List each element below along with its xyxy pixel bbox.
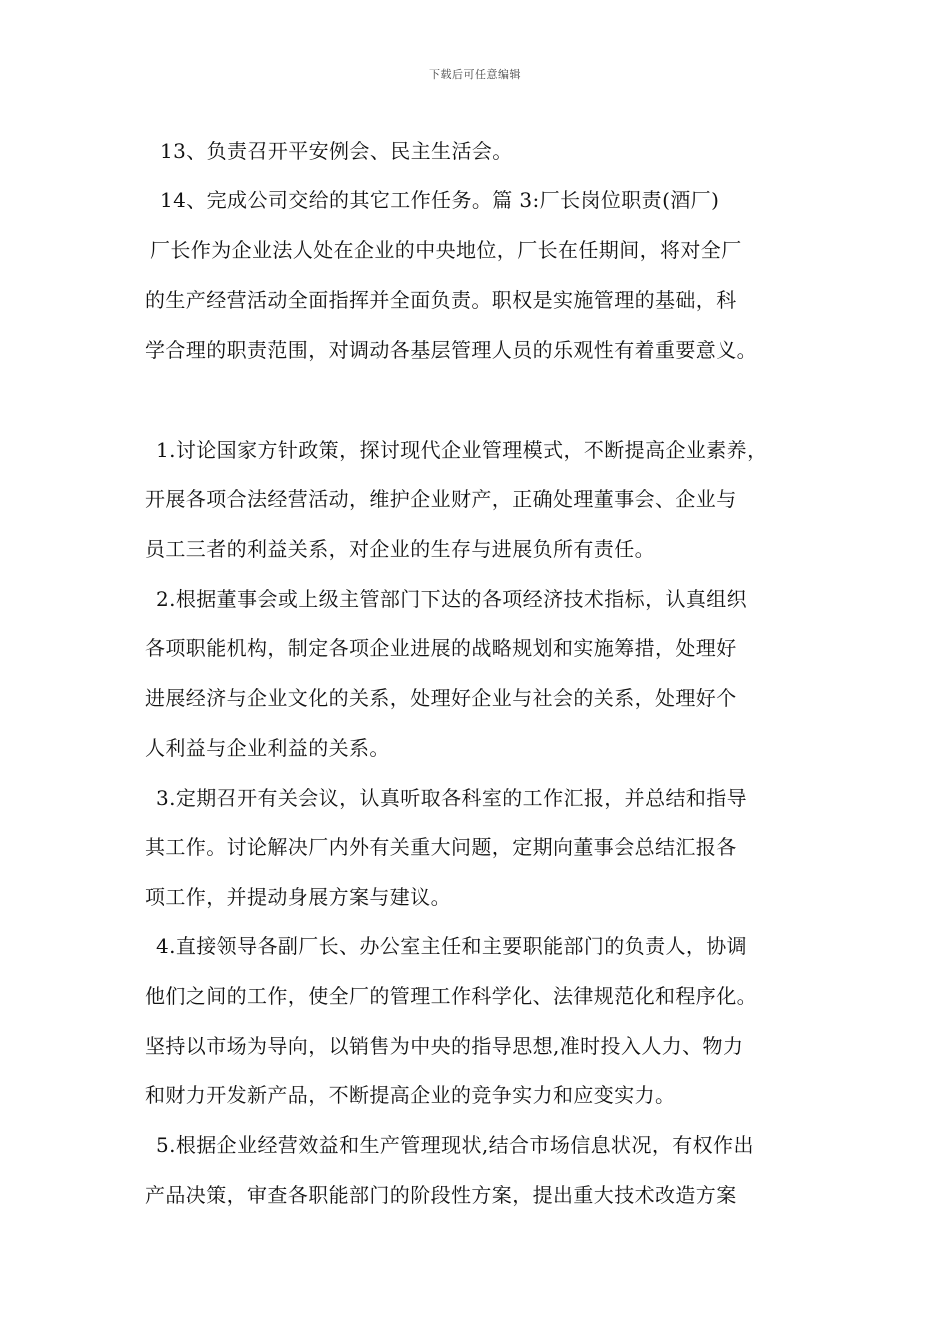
text-line: 13、负责召开平安例会、民主生活会。 <box>160 139 513 163</box>
text-line: 5.根据企业经营效益和生产管理现状,结合市场信息状况，有权作出 <box>156 1133 754 1157</box>
text-line: 和财力开发新产品，不断提高企业的竞争实力和应变实力。 <box>145 1083 676 1107</box>
text-line: 坚持以市场为导向，以销售为中央的指导思想,准时投入人力、物力 <box>145 1034 744 1058</box>
text-line: 1.讨论国家方针政策，探讨现代企业管理模式，不断提高企业素养， <box>156 438 768 462</box>
text-line: 厂长作为企业法人处在企业的中央地位，厂长在任期间，将对全厂 <box>150 238 742 262</box>
text-line: 4.直接领导各副厂长、办公室主任和主要职能部门的负责人，协调 <box>156 934 748 958</box>
text-line: 人利益与企业利益的关系。 <box>145 736 390 760</box>
header-note: 下载后可任意编辑 <box>429 68 521 81</box>
text-line: 产品决策，审查各职能部门的阶段性方案，提出重大技术改造方案 <box>145 1183 737 1207</box>
text-line: 其工作。讨论解决厂内外有关重大问题，定期向董事会总结汇报各 <box>145 835 737 859</box>
text-line: 开展各项合法经营活动，维护企业财产，正确处理董事会、企业与 <box>145 487 737 511</box>
text-line: 2.根据董事会或上级主管部门下达的各项经济技术指标，认真组织 <box>156 587 748 611</box>
text-line: 各项职能机构，制定各项企业进展的战略规划和实施筹措，处理好 <box>145 636 737 660</box>
text-line: 他们之间的工作，使全厂的管理工作科学化、法律规范化和程序化。 <box>145 984 757 1008</box>
text-line: 学合理的职责范围，对调动各基层管理人员的乐观性有着重要意义。 <box>145 338 757 362</box>
text-line: 项工作，并提动身展方案与建议。 <box>145 885 451 909</box>
text-line: 14、完成公司交给的其它工作任务。篇 3:厂长岗位职责(酒厂) <box>160 188 720 212</box>
text-line: 进展经济与企业文化的关系，处理好企业与社会的关系，处理好个 <box>145 686 737 710</box>
text-line: 3.定期召开有关会议，认真听取各科室的工作汇报，并总结和指导 <box>156 786 748 810</box>
text-line: 员工三者的利益关系，对企业的生存与进展负所有责任。 <box>145 537 655 561</box>
text-line: 的生产经营活动全面指挥并全面负责。职权是实施管理的基础，科 <box>145 288 737 312</box>
